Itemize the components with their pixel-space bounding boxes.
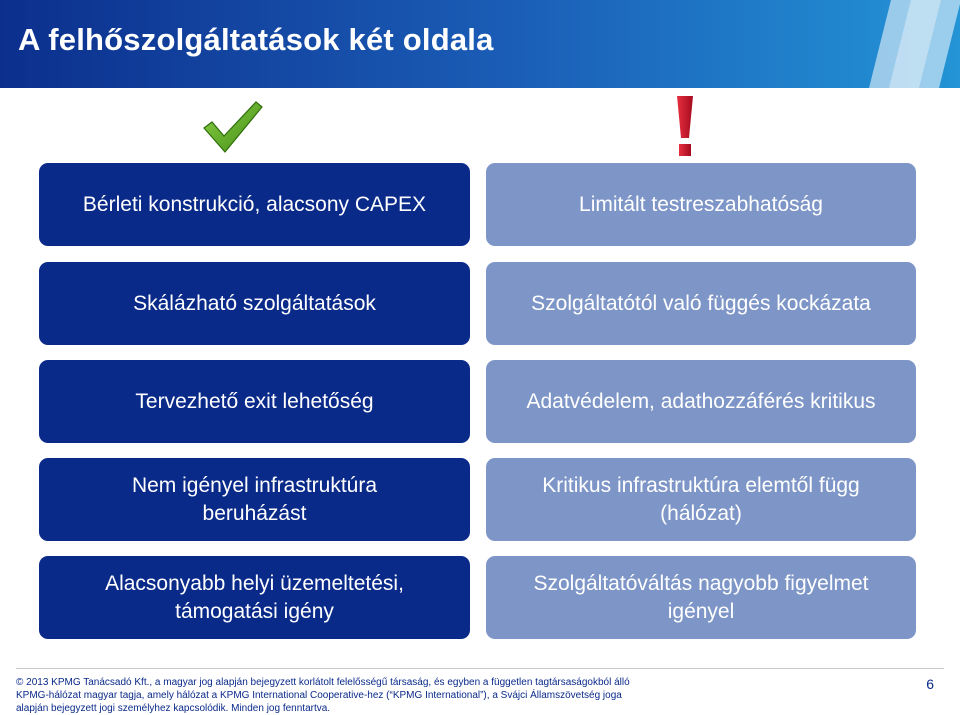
check-mark-icon: [200, 98, 264, 156]
con-card: [486, 163, 916, 246]
con-card-text: Kritikus infrastruktúra elemtől függ (hálózat): [542, 473, 860, 525]
pro-card: [39, 360, 470, 443]
pro-card: [39, 556, 470, 639]
pro-card-text: Alacsonyabb helyi üzemeltetési, támogatási igény: [105, 571, 404, 623]
con-card-text: Limitált testreszabhatóság: [579, 192, 823, 216]
page-number: 6: [926, 676, 934, 692]
con-card: [486, 556, 916, 639]
pro-card-text: Tervezhető exit lehetőség: [135, 389, 374, 413]
pro-card-text: Skálázható szolgáltatások: [133, 291, 376, 315]
page-title: A felhőszolgáltatások két oldala: [18, 22, 494, 57]
exclamation-icon: [672, 94, 698, 158]
pro-card-text: Nem igényel infrastruktúra beruházást: [131, 473, 378, 525]
pro-card: [39, 458, 470, 541]
con-card: [486, 458, 916, 541]
con-card-text: Adatvédelem, adathozzáférés kritikus: [526, 389, 876, 413]
footer-divider: [16, 668, 944, 669]
con-card-text: Szolgáltatótól való függés kockázata: [531, 291, 871, 315]
con-card: [486, 262, 916, 345]
title-banner: [0, 0, 960, 88]
con-card-text: Szolgáltatóváltás nagyobb figyelmet igényel: [533, 571, 869, 623]
pro-card-text: Bérleti konstrukció, alacsony CAPEX: [82, 192, 427, 216]
pro-card: [39, 163, 470, 246]
copyright-notice: © 2013 KPMG Tanácsadó Kft., a magyar jog alapján bejegyzett korlátolt felelősségű társaság, és egyben a független tagtársaságokból álló KPMG-hálózat magyar tagja, amely hálózat a KPMG International Cooperative-hez (“KPMG International”), a Svájci Államszövetség joga alapján bejegyzett jogi személyhez kapcsolódik. Minden jog fenntartva.: [16, 677, 630, 714]
pro-card: [39, 262, 470, 345]
con-card: [486, 360, 916, 443]
